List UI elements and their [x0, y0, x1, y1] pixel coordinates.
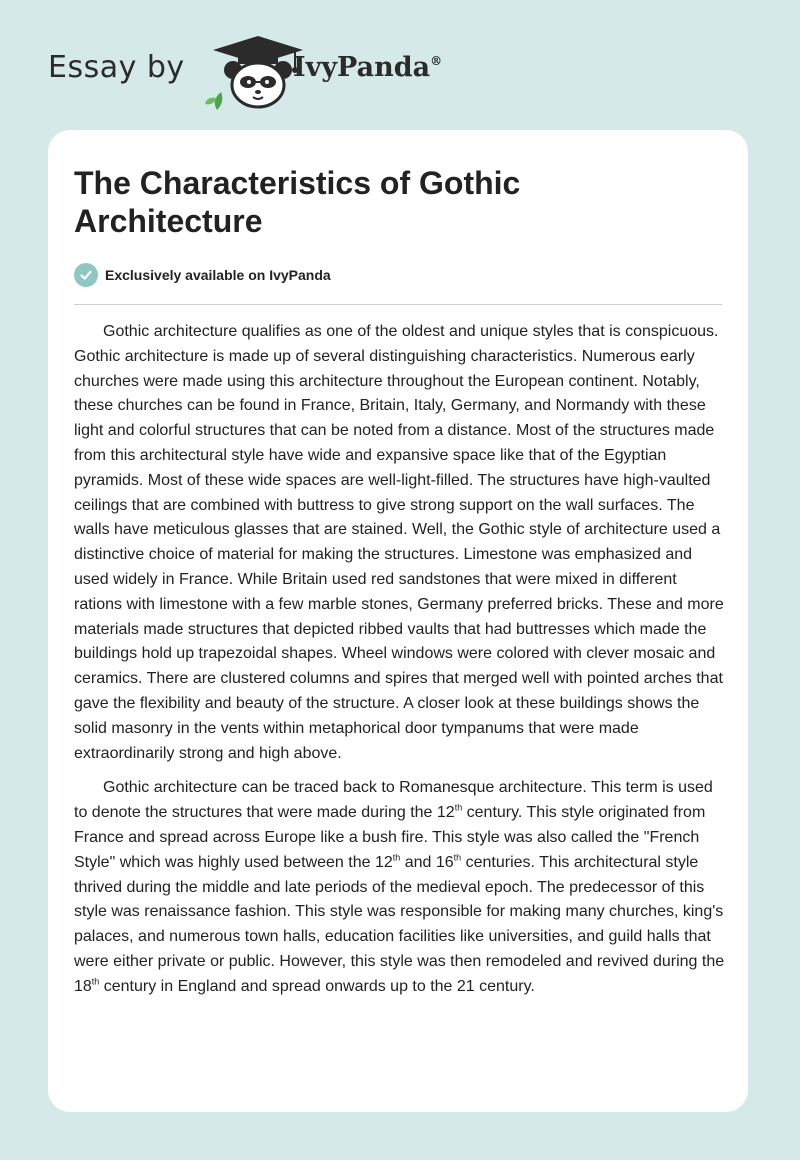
essay-by-label: Essay by — [48, 50, 185, 85]
paragraph-2: Gothic architecture can be traced back to Romanesque architecture. This term is used to denote the structures that were made during the 12th century. This style originated from France and spread across Europe like a bush fire. This style was also called the "French Style" which was highly used between the 12th and 16th centuries. This architectural style thrived during the middle and late periods of the medieval epoch. The predecessor of this style was renaissance fashion. This style was responsible for making many churches, king's palaces, and numerous town halls, education facilities like universities, and guild halls that were either private or public. However, this style was then remodeled and revived during the 18th century in England and spread onwards up to the 21 century. — [74, 779, 725, 995]
check-icon — [74, 263, 98, 287]
essay-card — [48, 130, 748, 1112]
brand-name[interactable]: IvyPanda® — [293, 52, 443, 83]
registered-mark: ® — [430, 54, 443, 68]
page-title: The Characteristics of Gothic Architecture — [74, 165, 521, 239]
exclusive-badge — [74, 263, 331, 287]
divider — [74, 304, 722, 305]
paragraph-1: Gothic architecture qualifies as one of the oldest and unique styles that is conspicuous. Gothic architecture is made up of several distinguishing characteristics. Numerous early churches were made using this architecture throughout the European continent. Notably, these churches can be found in France, Britain, Italy, Germany, and Normandy with these light and colorful structures that can be noted from a distance. Most of the structures made from this architectural style have wide and expansive space like that of the Egyptian pyramids. Most of these wide spaces are well-light-filled. The structures have high-vaulted ceilings that are combined with buttress to give strong support on the wall surfaces. The walls have meticulous glasses that are stained. Well, the Gothic style of architecture used a distinctive choice of material for making the structures. Limestone was emphasized and used widely in France. While Britain used red sandstones that were mixed in different rations with limestone with a few marble stones, Germany preferred bricks. These and more materials made structures that depicted ribbed vaults that had buttresses which made the buildings hold up trapezoidal shapes. Wheel windows were colored with clever mosaic and ceramics. There are clustered columns and spires that merged well with pointed arches that gave the flexibility and beauty of the structure. A closer look at these buildings shows the solid masonry in the vents within metaphorical door tympanums that were made extraordinarily strong and high above. — [74, 323, 724, 762]
exclusive-badge-label: Exclusively available on IvyPanda — [105, 267, 331, 283]
essay-body — [74, 320, 726, 1010]
